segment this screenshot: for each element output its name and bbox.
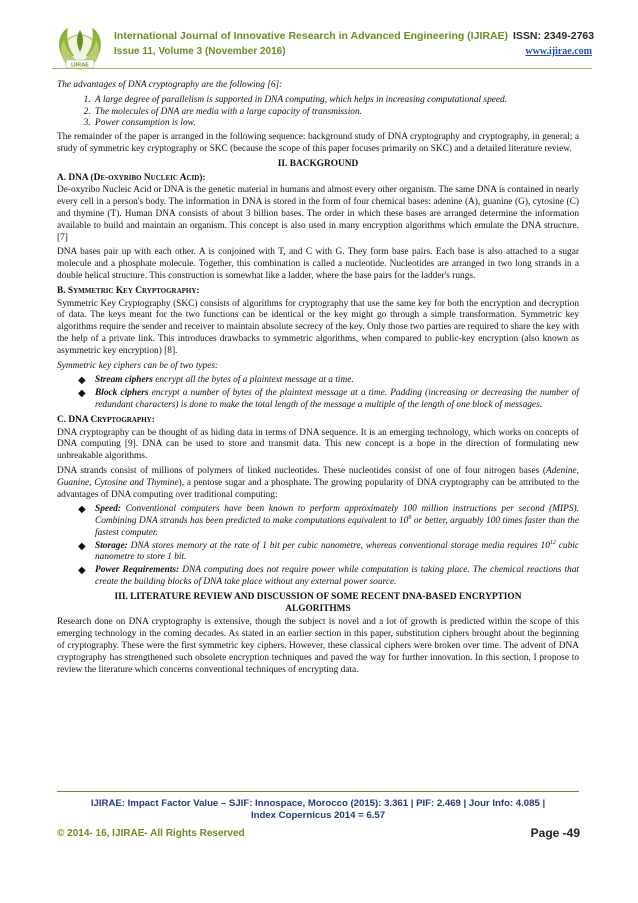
subsection-heading-skc: B. Symmetric Key Cryptography: bbox=[57, 285, 200, 296]
ijirae-logo-icon bbox=[52, 22, 108, 74]
article-body bbox=[57, 80, 579, 679]
list-item: 3. Power consumption is low. bbox=[93, 118, 579, 130]
impact-factor-info: IJIRAE: Impact Factor Value – SJIF: Innospace, Morocco (2015): 3.361 | PIF: 2.469 | Jour Info: 4.085 | Index Copernicus 2014 = 6.57 bbox=[90, 798, 546, 821]
section-heading-background: II. BACKGROUND bbox=[277, 158, 359, 169]
diamond-bullet-icon: ◆ bbox=[78, 540, 86, 552]
header-divider bbox=[52, 68, 592, 69]
copyright-notice: © 2014- 16, IJIRAE- All Rights Reserved bbox=[57, 828, 245, 839]
footer-divider bbox=[57, 791, 579, 792]
issn: ISSN: 2349-2763 bbox=[512, 30, 595, 42]
journal-header bbox=[52, 22, 595, 74]
dna-crypto-paragraph-1: DNA cryptography can be thought of as hiding data in terms of DNA sequence. It is an emerging technology, which works on concepts of DNA computing [9]. DNA can be used to store and transmit data. This new concept is a hope in the direction of formulating new unbreakable algorithms. bbox=[57, 427, 579, 462]
advantages-lead: The advantages of DNA cryptography are the following [6]: bbox=[57, 80, 283, 90]
cipher-types-list bbox=[57, 375, 579, 411]
journal-title: International Journal of Innovative Research in Advanced Engineering (IJIRAE) bbox=[114, 30, 509, 42]
cipher-types-lead: Symmetric key ciphers can be of two types: bbox=[57, 360, 219, 371]
list-item: ◆ Stream ciphers encrypt all the bytes of a plaintext message at a time. bbox=[78, 375, 354, 387]
dna-crypto-paragraph-2: DNA strands consist of millions of polymers of linked nucleotides. These nucleotides consist of one of four nitrogen bases (Adenine, Guanine, Cytosine and Thymine), a pentose sugar and a phosphate. The growing popularity of DNA cryptography can be attributed to the advantages of DNA computing over traditional computing: bbox=[57, 465, 579, 500]
literature-paragraph: Research done on DNA cryptography is extensive, though the subject is novel and a lot of growth is predicted within the scope of this emerging technology in the coming decades. As stated in an earlier section in this paper, substitution ciphers brought about the beginning of cryptography. These were the first symmetric key ciphers. However, these classical ciphers were broken over time. The advent of DNA cryptography has strengthened such obsolete encryption techniques and paved the way for further innovation. In this section, I propose to review the literature which concerns conventional techniques of encrypting data. bbox=[57, 617, 579, 675]
paper-outline-paragraph: The remainder of the paper is arranged in the following sequence: background study of DNA cryptography and cryptography, in general; a study of symmetric key cryptography or SKC (because the scope of this paper focuses primarily on SKC) and a detailed literature review. bbox=[57, 132, 579, 154]
list-item: ◆ Storage: DNA stores memory at the rate of 1 bit per cubic nanometre, whereas conventional storage media requires $10^{12}$ cubic nanometre to store 1 bit. bbox=[78, 539, 579, 563]
list-item: 2. The molecules of DNA are media with a large capacity of transmission. bbox=[93, 107, 579, 119]
svg-text:IJIRAE: IJIRAE bbox=[71, 62, 89, 69]
dna-paragraph-1: De-oxyribo Nucleic Acid or DNA is the genetic material in humans and almost every other organism. The same DNA is contained in nearly every cell in a person's body. The information in DNA is stored in the form of four chemical bases: adenine (A), guanine (G), cytosine (C) and thymine (T). Human DNA consists of about 3 billion bases. The order in which these bases are arranged determine the information available to build and maintain an organism. This concept is also used in many encryption algorithms which emulate the DNA structure. [7] bbox=[57, 185, 579, 243]
skc-paragraph: Symmetric Key Cryptography (SKC) consists of algorithms for cryptography that use the same key for both the encryption and decryption of data. The keys meant for the two functions can be identical or the key might go through a simple transformation. Symmetric key algorithms require the sender and receiver to maintain absolute secrecy of the key. Only those two parties are required to share the key with the help of a private link. This introduces drawbacks to symmetric algorithms, when compared to public-key encryption (also known as asymmetric key encryption) [8]. bbox=[57, 298, 579, 356]
list-item: ◆ Speed: Conventional computers have been known to perform approximately 100 million instructions per second (MIPS). Combining DNA strands has been predicted to make computations equivalent to $10^9$ or better, arguably 100 times faster than the fastest computer. bbox=[78, 504, 579, 538]
diamond-bullet-icon: ◆ bbox=[78, 375, 86, 387]
list-item: ◆ Block ciphers encrypt a number of bytes of the plaintext message at a time. Padding (increasing or decreasing the number of redundant characters) is done to make the total length of the message a multiple of the length of one block of messages. bbox=[78, 388, 580, 410]
subsection-heading-dna-cryptography: C. DNA Cryptography: bbox=[57, 414, 155, 425]
advantages-list bbox=[57, 95, 579, 130]
page-number: Page -49 bbox=[530, 826, 580, 840]
list-item: 1. A large degree of parallelism is supported in DNA computing, which helps in increasing computational speed. bbox=[93, 95, 579, 107]
journal-url-link[interactable]: www.ijirae.com bbox=[525, 46, 592, 57]
list-item: ◆ Power Requirements: DNA computing does not require power while computation is taking place. The chemical reactions that create the building blocks of DNA take place without any external power source. bbox=[78, 565, 579, 588]
dna-paragraph-2: DNA bases pair up with each other. A is conjoined with T, and C with G. They form base pairs. Each base is also attached to a sugar molecule and a phosphate molecule. Together, this combination is called a nucleotide. Nucleotides are arranged in two long strands in a double helical structure. This construction is somewhat like a ladder, where the base pairs for the ladder's rungs. bbox=[57, 247, 579, 281]
dna-advantages-list bbox=[57, 504, 579, 589]
diamond-bullet-icon: ◆ bbox=[78, 388, 86, 400]
diamond-bullet-icon: ◆ bbox=[78, 565, 86, 577]
section-heading-literature: III. LITERATURE REVIEW AND DISCUSSION OF SOME RECENT DNA-BASED ENCRYPTION ALGORITHMS bbox=[114, 591, 522, 614]
dna-full-name: De-oxyribo Nucleic Acid bbox=[93, 172, 200, 183]
subsection-heading-dna: A. DNA (De-oxyribo Nucleic Acid): bbox=[57, 172, 206, 183]
diamond-bullet-icon: ◆ bbox=[78, 504, 86, 516]
issue-info: Issue 11, Volume 3 (November 2016) bbox=[114, 46, 286, 57]
journal-title-line bbox=[114, 30, 594, 42]
